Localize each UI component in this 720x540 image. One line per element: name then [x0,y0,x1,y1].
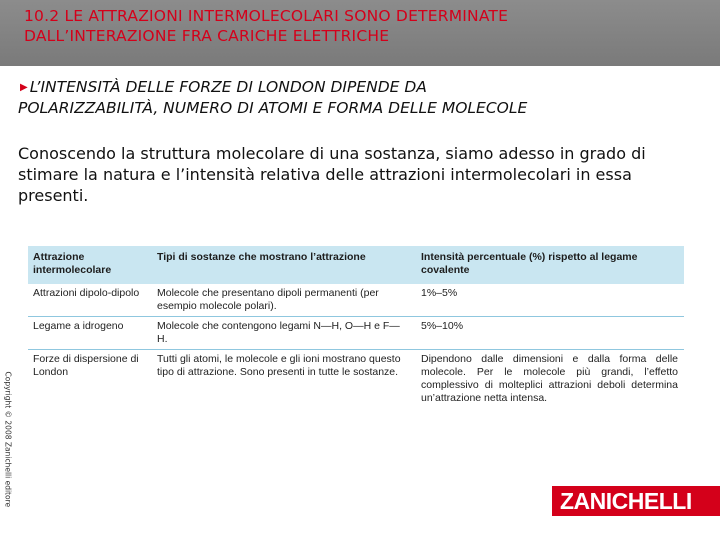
page-title-line-1: 10.2 LE ATTRAZIONI INTERMOLECOLARI SONO DETERMINATE [24,7,509,25]
table-row [28,350,684,409]
forces-table [28,246,684,408]
table-header-row [28,246,684,284]
table-cell: Forze di dispersione di London [33,353,139,378]
column-header: Tipi di sostanze che mostrano l’attrazione [152,246,416,284]
table-cell: Molecole che contengono legami N—H, O—H e F—H. [152,317,416,350]
subtitle-line-1: L’INTENSITÀ DELLE FORZE DI LONDON DIPENDE DA [29,78,427,96]
triangle-bullet-icon: ▶ [20,82,28,93]
subtitle-line-2: POLARIZZABILITÀ, NUMERO DI ATOMI E FORMA DELLE MOLECOLE [18,99,528,117]
column-header: Intensità percentuale (%) rispetto al legame covalente [416,246,684,284]
title-bar [0,0,720,66]
page-title-line-2: DALL’INTERAZIONE FRA CARICHE ELETTRICHE [24,27,390,45]
table-cell: Legame a idrogeno [28,317,152,350]
table-cell: Attrazioni dipolo-dipolo [28,284,152,317]
table-cell: 1%–5% [416,284,684,317]
table-cell: Dipendono dalle dimensioni e dalla forma delle molecole. Per le molecole più grandi, l’effetto complessivo di molteplici attrazioni deboli determina un’attrazione netta intensa. [421,353,678,404]
copyright-note: Copyright © 2008 Zanichelli editore [3,371,13,508]
table-cell: 5%–10% [416,317,684,350]
column-header: Attrazione intermolecolare [28,246,152,284]
table-row [28,317,684,350]
table-row [28,284,684,317]
table-cell: Tutti gli atomi, le molecole e gli ioni mostrano questo tipo di attrazione. Sono presenti in tutte le sostanze. [157,353,401,378]
zanichelli-logo: ZANICHELLI [552,486,720,516]
table-cell: Molecole che presentano dipoli permanenti (per esempio molecole polari). [152,284,416,317]
page-title [24,6,704,46]
section-subtitle [18,77,708,119]
body-paragraph: Conoscendo la struttura molecolare di una sostanza, siamo adesso in grado di stimare la natura e l’intensità relativa delle attrazioni intermolecolari in essa presenti. [18,144,646,205]
